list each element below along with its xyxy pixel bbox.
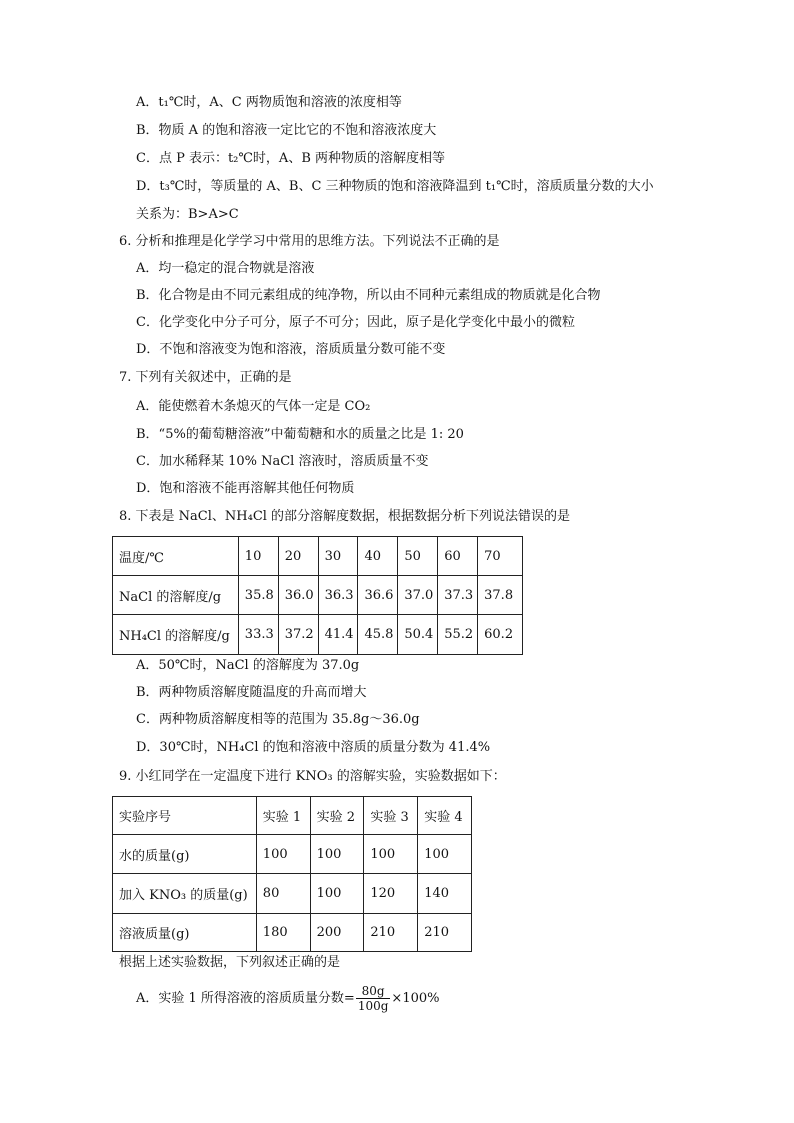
table-cell: 60.2 bbox=[478, 615, 523, 655]
table-cell: 实验 3 bbox=[364, 797, 418, 835]
table-cell: 36.3 bbox=[318, 576, 358, 615]
table-cell: 41.4 bbox=[318, 615, 358, 655]
fraction-denominator: 100g bbox=[357, 999, 389, 1013]
q9-followup-text: 根据上述实验数据，下列叙述正确的是 bbox=[119, 955, 341, 970]
q7-option-c: C．加水稀释某 10% NaCl 溶液时，溶质质量不变 bbox=[136, 454, 429, 469]
q9-option-a-fraction bbox=[356, 984, 391, 1013]
table-cell: 50 bbox=[398, 537, 438, 576]
table-cell: 100 bbox=[418, 835, 472, 874]
q5-option-d: D．t₃℃时，等质量的 A、B、C 三种物质的饱和溶液降温到 t₁℃时，溶质质量分数的大小 bbox=[136, 179, 654, 194]
q6-stem: 6. 分析和推理是化学学习中常用的思维方法。下列说法不正确的是 bbox=[119, 234, 500, 249]
table-row bbox=[113, 835, 472, 874]
table-row bbox=[113, 914, 472, 952]
table-cell: 200 bbox=[310, 914, 364, 952]
q7-option-a: A．能使燃着木条熄灭的气体一定是 CO₂ bbox=[136, 399, 371, 414]
q6-option-b: B．化合物是由不同元素组成的纯净物，所以由不同种元素组成的物质就是化合物 bbox=[136, 288, 601, 303]
table-cell: 100 bbox=[256, 835, 310, 874]
q8-option-c: C．两种物质溶解度相等的范围为 35.8g～36.0g bbox=[136, 712, 420, 727]
table-cell: 35.8 bbox=[238, 576, 278, 615]
q9-option-a bbox=[136, 984, 439, 1014]
table-cell: 温度/℃ bbox=[113, 537, 239, 576]
table-cell: 30 bbox=[318, 537, 358, 576]
table-row bbox=[113, 537, 523, 576]
q7-stem: 7. 下列有关叙述中，正确的是 bbox=[119, 370, 292, 385]
q9-experiment-table bbox=[112, 796, 472, 952]
table-cell: 37.2 bbox=[278, 615, 318, 655]
table-cell: 180 bbox=[256, 914, 310, 952]
q5-option-b: B．物质 A 的饱和溶液一定比它的不饱和溶液浓度大 bbox=[136, 123, 437, 138]
table-cell: 120 bbox=[364, 874, 418, 914]
table-cell: NaCl 的溶解度/g bbox=[113, 576, 239, 615]
fraction-numerator: 80g bbox=[356, 984, 391, 999]
q9-option-a-prefix: A．实验 1 所得溶液的溶质质量分数= bbox=[136, 991, 355, 1006]
table-cell: 37.0 bbox=[398, 576, 438, 615]
table-cell: 实验 1 bbox=[256, 797, 310, 835]
q8-option-a: A．50℃时，NaCl 的溶解度为 37.0g bbox=[136, 658, 360, 673]
table-cell: 10 bbox=[238, 537, 278, 576]
table-row bbox=[113, 615, 523, 655]
q5-option-a: A．t₁℃时，A、C 两物质饱和溶液的浓度相等 bbox=[136, 95, 402, 110]
table-cell: 100 bbox=[364, 835, 418, 874]
table-cell: 20 bbox=[278, 537, 318, 576]
q8-option-d: D．30℃时，NH₄Cl 的饱和溶液中溶质的质量分数为 41.4% bbox=[136, 740, 491, 755]
q8-stem: 8. 下表是 NaCl、NH₄Cl 的部分溶解度数据，根据数据分析下列说法错误的是 bbox=[119, 509, 571, 524]
q8-option-b: B．两种物质溶解度随温度的升高而增大 bbox=[136, 685, 367, 700]
table-cell: 100 bbox=[310, 835, 364, 874]
table-cell: 70 bbox=[478, 537, 523, 576]
table-cell: 210 bbox=[364, 914, 418, 952]
table-cell: 加入 KNO₃ 的质量(g) bbox=[113, 874, 257, 914]
table-cell: 60 bbox=[438, 537, 478, 576]
table-cell: 实验序号 bbox=[113, 797, 257, 835]
table-cell: 实验 4 bbox=[418, 797, 472, 835]
q7-option-b: B．“5%的葡萄糖溶液”中葡萄糖和水的质量之比是 1: 20 bbox=[136, 427, 464, 442]
table-cell: 50.4 bbox=[398, 615, 438, 655]
q5-option-d-continued: 关系为：B>A>C bbox=[136, 207, 239, 222]
q6-option-a: A．均一稳定的混合物就是溶液 bbox=[136, 261, 315, 276]
q7-option-d: D．饱和溶液不能再溶解其他任何物质 bbox=[136, 481, 355, 496]
table-cell: 36.0 bbox=[278, 576, 318, 615]
table-cell: NH₄Cl 的溶解度/g bbox=[113, 615, 239, 655]
table-cell: 36.6 bbox=[358, 576, 398, 615]
q8-solubility-table bbox=[112, 536, 523, 655]
q9-stem: 9. 小红同学在一定温度下进行 KNO₃ 的溶解实验，实验数据如下： bbox=[119, 769, 506, 784]
table-cell: 80 bbox=[256, 874, 310, 914]
table-cell: 45.8 bbox=[358, 615, 398, 655]
table-cell: 140 bbox=[418, 874, 472, 914]
table-cell: 水的质量(g) bbox=[113, 835, 257, 874]
table-cell: 溶液质量(g) bbox=[113, 914, 257, 952]
table-row bbox=[113, 874, 472, 914]
table-cell: 40 bbox=[358, 537, 398, 576]
table-row bbox=[113, 576, 523, 615]
q6-option-d: D．不饱和溶液变为饱和溶液，溶质质量分数可能不变 bbox=[136, 342, 446, 357]
q6-option-c: C．化学变化中分子可分，原子不可分；因此，原子是化学变化中最小的微粒 bbox=[136, 315, 575, 330]
table-cell: 实验 2 bbox=[310, 797, 364, 835]
table-cell: 55.2 bbox=[438, 615, 478, 655]
table-cell: 33.3 bbox=[238, 615, 278, 655]
q5-option-c: C．点 P 表示：t₂℃时，A、B 两种物质的溶解度相等 bbox=[136, 151, 446, 166]
table-cell: 37.8 bbox=[478, 576, 523, 615]
table-cell: 100 bbox=[310, 874, 364, 914]
table-cell: 37.3 bbox=[438, 576, 478, 615]
table-cell: 210 bbox=[418, 914, 472, 952]
table-row bbox=[113, 797, 472, 835]
q9-option-a-suffix: ×100% bbox=[391, 991, 440, 1006]
